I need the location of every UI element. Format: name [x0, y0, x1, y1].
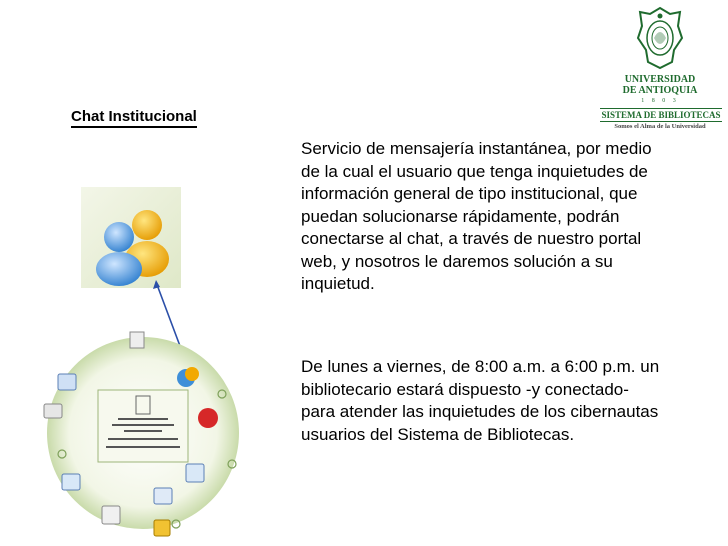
university-seal-icon — [636, 6, 684, 70]
library-system-name: SISTEMA DE BIBLIOTECAS — [601, 110, 721, 120]
chat-users-icon — [81, 187, 181, 288]
service-description: Servicio de mensajería instantánea, por medio de la cual el usuario que tenga inquietudes de información general de tipo institucional, que puedan solucionarse rápidamente, podrán conectarse al chat, a través de nuestro portal web, y nosotros le daremos solución a su inquietud. — [301, 139, 652, 293]
page-title: Chat Institucional — [71, 108, 197, 128]
university-name-line1: UNIVERSIDAD — [624, 74, 696, 85]
university-name — [596, 74, 724, 96]
library-tagline: Somos el Alma de la Universidad — [614, 123, 706, 130]
service-schedule: De lunes a viernes, de 8:00 a.m. a 6:00 p.m. un bibliotecario estará dispuesto -y conectado- para atender las inquietudes de los cibernautas usuarios del Sistema de Bibliotecas. — [301, 357, 660, 444]
university-name-line2: DE ANTIOQUIA — [622, 85, 698, 96]
chat-users-image — [81, 187, 181, 288]
portal-diagram-icon — [36, 324, 250, 542]
university-year: 1 8 0 3 — [641, 98, 679, 104]
university-logo — [596, 4, 724, 132]
